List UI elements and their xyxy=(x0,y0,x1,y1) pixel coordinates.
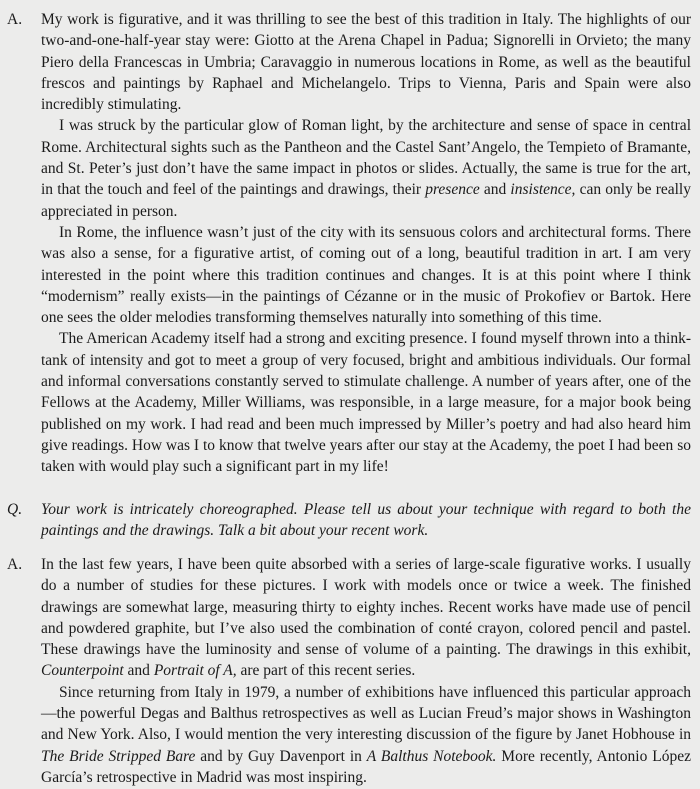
text-run: In the last few years, I have been quite absorbed with a series of large-scale figurative works. I usually do a number of studies for these pictures. I work with models once or twice a week. The finished drawings are somewhat large, measuring thirty to eighty inches. Recent works have made use of pencil and powdered graphite, but I’ve also used the combination of conté crayon, colored pencil and pastel. These drawings have the luminosity and sense of volume of a painting. The drawings in this exhibit, xyxy=(41,556,691,659)
text-run: and xyxy=(123,662,154,680)
text-run: I was struck by the particular glow of Roman light, by the architecture and sense of space in central Rome. Architectural sights such as the Pantheon and the Castel Sant’Angelo, the Tempieto of Bramante, and St. Peter’s just don’t have the same impact in photos or slides. Actually, the same is true for the art, in that the touch and feel of the paintings and drawings, their xyxy=(41,117,691,199)
text-run: The American Academy itself had a strong and exciting presence. I found myself thrown into a think-tank of intensity and got to meet a group of very focused, bright and ambitious individuals. Our formal and informal conversations constantly served to stimulate challenge. A number of years after, one of the Fellows at the Academy, Miller Williams, was responsible, in a large measure, for a major book being published on my work. I had read and been much impressed by Miller’s poetry and had also heard him give readings. How was I to know that twelve years after our stay at the Academy, the poet I had been so taken with would play such a significant part in my life! xyxy=(41,330,691,476)
paragraph xyxy=(41,554,691,682)
paragraph xyxy=(41,222,691,328)
text-run: and xyxy=(479,181,511,199)
paragraph xyxy=(41,328,691,477)
text-run: and by Guy Davenport in xyxy=(195,747,367,765)
emphasis: Portrait of A, xyxy=(153,662,237,680)
emphasis: Counterpoint xyxy=(41,662,124,680)
emphasis: presence xyxy=(425,181,480,199)
text-run: can only be really appreciated in person. xyxy=(41,181,691,220)
text-run: Since returning from Italy in 1979, a number of exhibitions have influenced this particular approach—the powerful Degas and Balthus retrospectives as well as Lucian Freud’s major shows in Washington and New York. Also, I would mention the very interesting discussion of the figure by Janet Hobhouse in xyxy=(41,683,691,744)
text-run: In Rome, the influence wasn’t just of the city with its sensuous colors and architectural forms. There was also a sense, for a figurative artist, of coming out of a long, beautiful tradition in art. I am very interested in the point where this tradition continues and changes. It is at this point where I think “modernism” really exists—in the paintings of Cézanne or in the music of Prokofiev or Bartok. Here one sees the older melodies transforming themselves naturally into something of this time. xyxy=(41,223,691,327)
text-run: are part of this recent series. xyxy=(236,662,416,680)
emphasis: insistence, xyxy=(510,181,576,199)
question-text xyxy=(41,499,691,542)
text-run: More recently, Antonio López García’s retrospective in Madrid was most inspiring. xyxy=(41,747,691,786)
question-marker: Q. xyxy=(7,501,23,518)
paragraph xyxy=(41,115,691,221)
emphasis: A Balthus Notebook. xyxy=(366,747,497,765)
answer-text xyxy=(41,9,691,478)
text-run: My work is figurative, and it was thrilling to see the best of this tradition in Italy. The highlights of our two-and-one-half-year stay were: Giotto at the Arena Chapel in Padua; Signorelli in Orvieto; the many Piero della Francescas in Umbria; Caravaggio in numerous locations in Rome, as well as the beautiful frescos and paintings by Raphael and Michelangelo. Trips to Vienna, Paris and Spain were also incredibly stimulating. xyxy=(41,11,691,114)
answer-text xyxy=(41,554,691,788)
emphasis: The Bride Stripped Bare xyxy=(41,747,196,765)
paragraph xyxy=(41,682,691,788)
paragraph xyxy=(41,9,691,115)
text-run: Your work is intricately choreographed. Please tell us about your technique with regard to both the paintings and the drawings. Talk a bit about your recent work. xyxy=(41,501,691,540)
paragraph xyxy=(41,499,691,542)
answer-marker: A. xyxy=(7,11,23,28)
answer-marker: A. xyxy=(7,556,23,573)
